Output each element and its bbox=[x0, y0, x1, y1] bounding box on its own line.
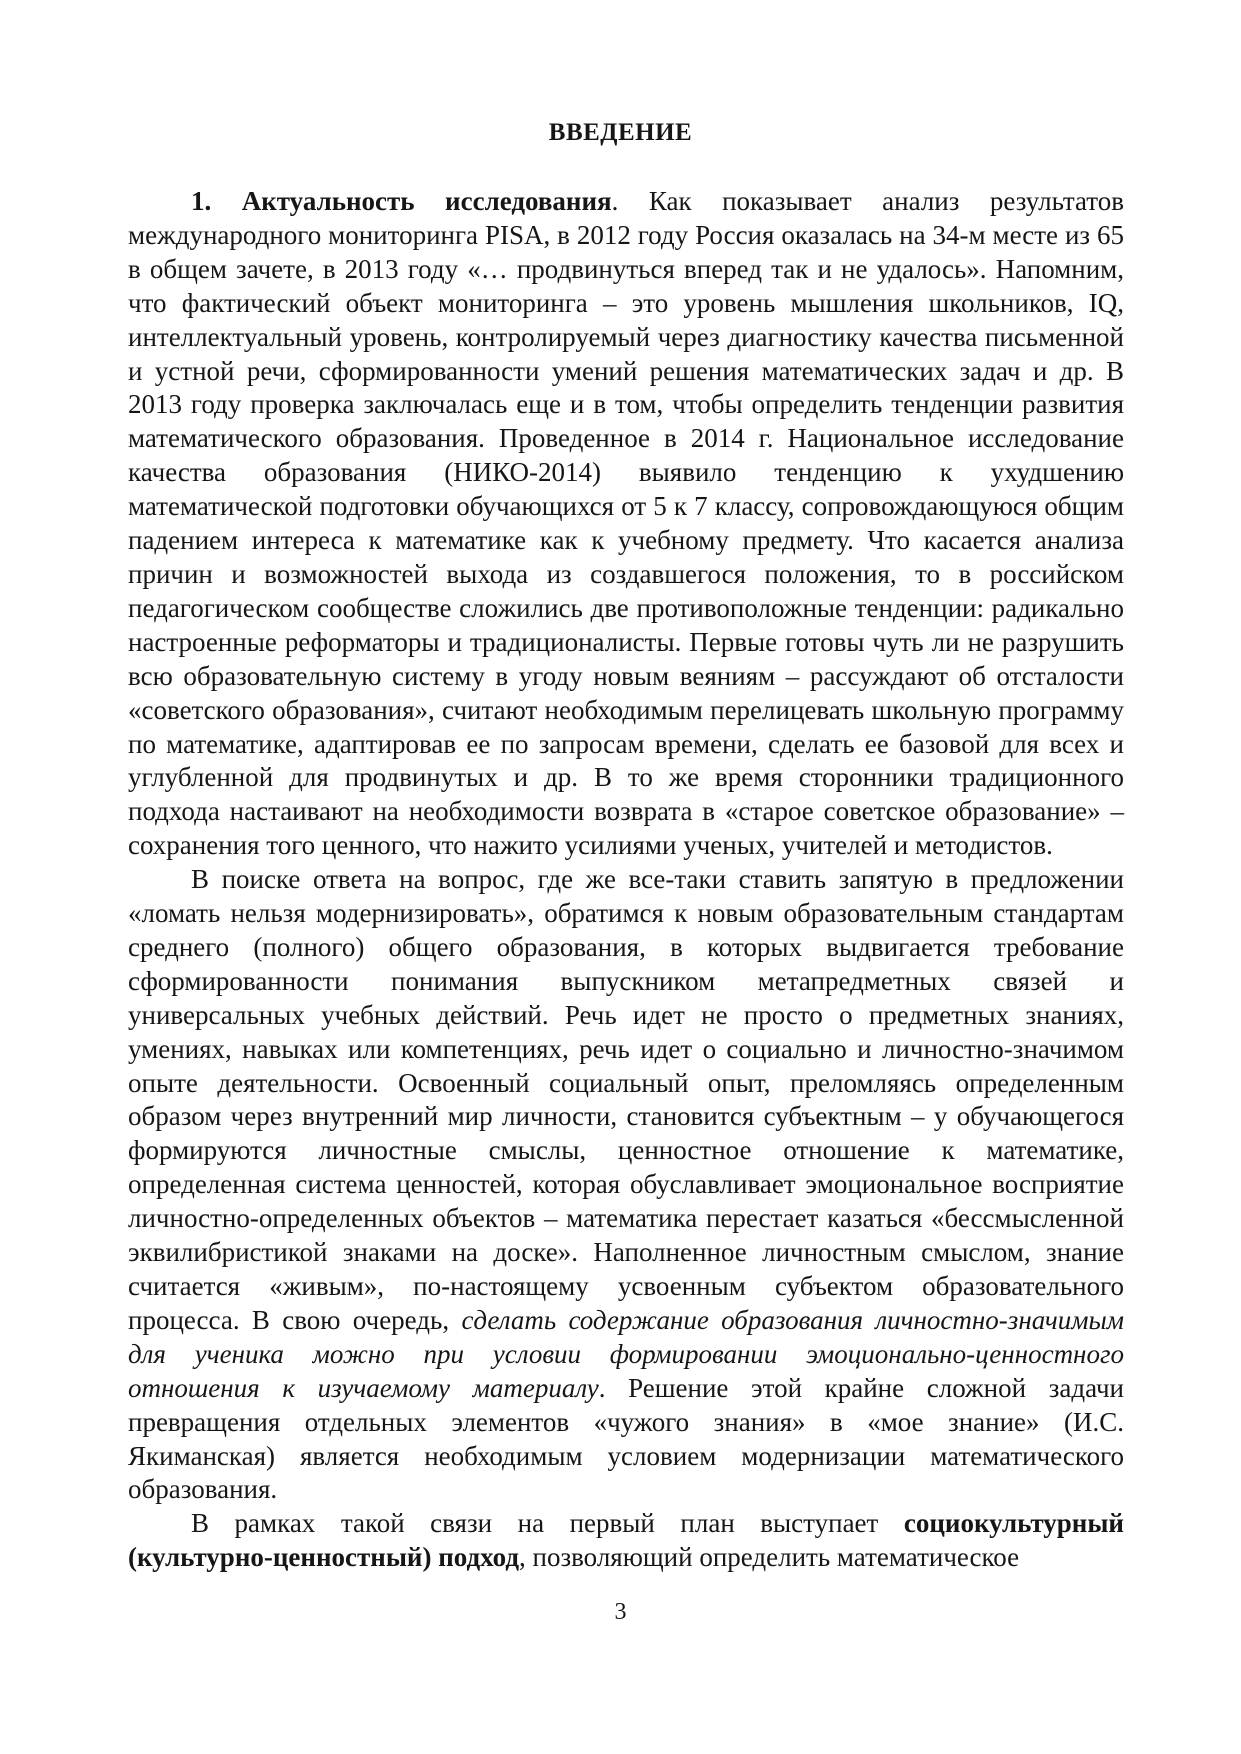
paragraph-text: . Решение этой крайне сложной задачи превращения отдельных элементов «чужого знания» в «мое знание» (И.С. Якиманская) является необходимым условием модернизации математического образования. bbox=[128, 1372, 1125, 1505]
relevance-lead: 1. Актуальность исследования bbox=[191, 186, 612, 216]
body-text bbox=[128, 185, 1124, 1575]
italic-emphasis: сделать содержание образования личностно-значимым для ученика можно при условии формировании эмоционально-ценностного отношения к изучаемому материалу bbox=[128, 1304, 1124, 1403]
paragraph-text: В рамках такой связи на первый план выступает bbox=[191, 1508, 904, 1539]
paragraph-text: . Как показывает анализ результатов международного мониторинга PISA, в 2012 году Россия оказалась на 34-м месте из 65 в общем зачете, в 2013 году «… продвинуться вперед так и не удалось». Напомним, что фактический объект мониторинга – это уровень мышления школьников, IQ, интеллектуальный уровень, контролируемый через диагностику качества письменной и устной речи, сформированности умений решения математических задач и др. В 2013 году проверка заключалась еще и в том, чтобы определить тенденции развития математического образования. Проведенное в 2014 г. Национальное исследование качества образования (НИКО-2014) выявило тенденцию к ухудшению математической подготовки обучающихся от 5 к 7 классу, сопровождающуюся общим падением интереса к математике как к учебному предмету. Что касается анализа причин и возможностей выхода из создавшегося положения, то в российском педагогическом сообществе сложились две противоположные тенденции: радикально настроенные реформаторы и традиционалисты. Первые готовы чуть ли не разрушить всю образовательную систему в угоду новым веяниям – рассуждают об отсталости «советского образования», считают необходимым перелицевать школьную программу по математике, адаптировав ее по запросам времени, сделать ее базовой для всех и углубленной для продвинутых и др. В то же время сторонники традиционного подхода настаивают на необходимости возврата в «старое советское образование» – сохранения того ценного, что нажито усилиями ученых, учителей и методистов. bbox=[128, 186, 1124, 861]
paragraph-text: , позволяющий определить математическое bbox=[519, 1542, 1020, 1573]
paragraph-relevance bbox=[128, 185, 1124, 863]
paragraph-standards bbox=[128, 863, 1124, 1507]
paragraph-approach bbox=[128, 1507, 1124, 1575]
page-number: 3 bbox=[614, 1599, 627, 1625]
bold-term: социокультурный (культурно-ценностный) подход bbox=[128, 1508, 1124, 1573]
page-title: ВВЕДЕНИЕ bbox=[548, 119, 693, 146]
paragraph-text: В поиске ответа на вопрос, где же все-таки ставить запятую в предложении «ломать нельзя модернизировать», обратимся к новым образовательным стандартам среднего (полного) общего образования, в которых выдвигается требование сформированности понимания выпускником метапредметных связей и универсальных учебных действий. Речь идет не просто о предметных знаниях, умениях, навыках или компетенциях, речь идет о социально и личностно-значимом опыте деятельности. Освоенный социальный опыт, преломляясь определенным образом через внутренний мир личности, становится субъектным – у обучающегося формируются личностные смыслы, ценностное отношение к математике, определенная система ценностей, которая обуславливает эмоциональное восприятие личностно-определенных объектов – математика перестает казаться «бессмысленной эквилибристикой знаками на доске». Наполненное личностным смыслом, знание считается «живым», по-настоящему усвоенным субъектом образовательного процесса. В свою очередь, bbox=[128, 864, 1124, 1335]
